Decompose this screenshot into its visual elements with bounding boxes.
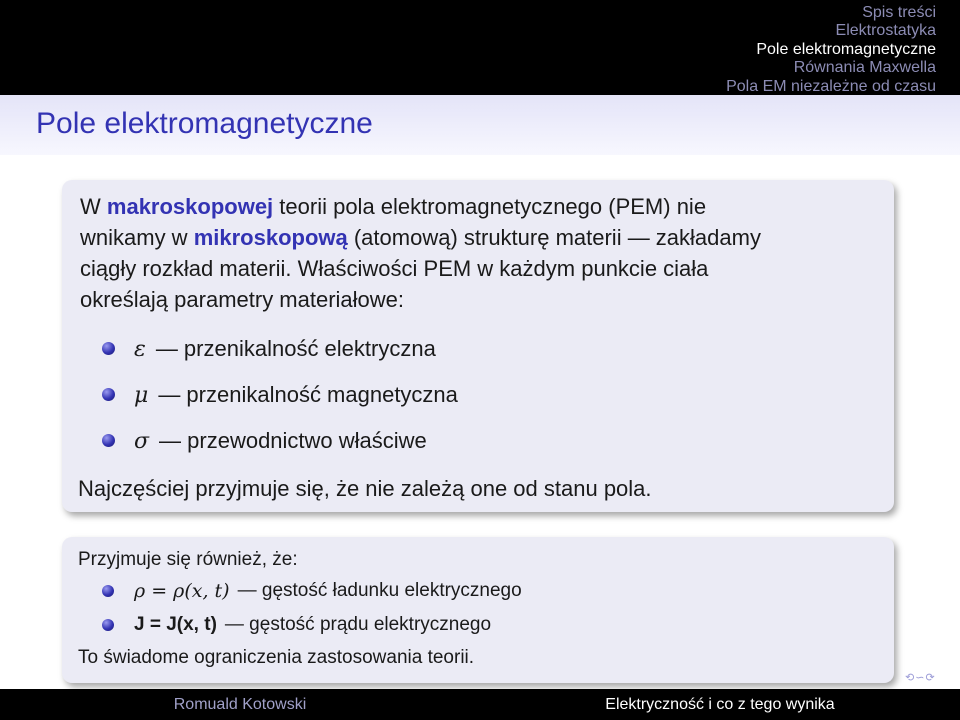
bullet-ball-icon bbox=[102, 434, 115, 447]
top-bar-left-pane bbox=[0, 0, 480, 95]
bullet-permittivity bbox=[100, 336, 436, 362]
symbol-sigma: σ bbox=[134, 428, 150, 454]
block2-intro: Przyjmuje się również, że: bbox=[78, 549, 298, 570]
paragraph-line-4: określają parametry materiałowe: bbox=[80, 287, 405, 312]
bullet-text: — przenikalność magnetyczna bbox=[158, 382, 458, 407]
top-bar-right-pane bbox=[480, 0, 960, 95]
text-fragment: W bbox=[80, 194, 107, 219]
nav-item-elektrostatyka[interactable]: Elektrostatyka bbox=[835, 22, 936, 40]
bullet-ball-icon bbox=[102, 388, 115, 401]
nav-item-pola-em-niezalezne[interactable]: Pola EM niezależne od czasu bbox=[726, 77, 936, 95]
bullet-charge-density bbox=[100, 580, 522, 602]
next-icon[interactable]: ⟳ bbox=[925, 671, 936, 684]
nav-item-spis-tresci[interactable]: Spis treści bbox=[862, 4, 936, 21]
highlight-mikroskopowa: mikroskopową bbox=[193, 225, 348, 250]
bullet-text: — gęstość prądu elektrycznego bbox=[224, 614, 492, 635]
search-icon[interactable]: ∽ bbox=[915, 671, 926, 684]
prev-icon[interactable]: ⟲ bbox=[905, 671, 916, 684]
nav-item-pole-elektromagnetyczne[interactable]: Pole elektromagnetyczne bbox=[756, 40, 936, 58]
text-fragment: (atomową) strukturę materii — zakładamy bbox=[347, 225, 761, 250]
formula-charge-density: ρ = ρ(x, t) bbox=[134, 580, 230, 602]
paragraph-line-3: ciągły rozkład materii. Właściwości PEM w każdym punkcie ciała bbox=[80, 256, 709, 281]
nav-item-rownania-maxwella[interactable]: Równania Maxwella bbox=[793, 59, 936, 77]
block2-closing-line: To świadome ograniczenia zastosowania teorii. bbox=[78, 647, 475, 668]
text-fragment: teorii pola elektromagnetycznego (PEM) nie bbox=[273, 194, 707, 219]
symbol-epsilon: ε bbox=[134, 336, 146, 362]
paragraph-line-2 bbox=[80, 225, 761, 251]
section-navigation bbox=[480, 0, 960, 96]
footer-bar bbox=[0, 689, 960, 720]
bullet-text: — gęstość ładunku elektrycznego bbox=[237, 580, 522, 601]
bullet-ball-icon bbox=[102, 585, 114, 597]
bullet-text: — przewodnictwo właściwe bbox=[159, 428, 427, 453]
highlight-makroskopowej: makroskopowej bbox=[106, 194, 274, 219]
paragraph-line-1 bbox=[80, 194, 706, 220]
bullet-text: — przenikalność elektryczna bbox=[155, 336, 436, 361]
beamer-navigation-icons[interactable] bbox=[905, 671, 936, 684]
bullet-ball-icon bbox=[102, 342, 115, 355]
footer-talk-title: Elektryczność i co z tego wynika bbox=[605, 696, 835, 713]
block1-closing-line: Najczęściej przyjmuje się, że nie zależą one od stanu pola. bbox=[78, 476, 652, 501]
top-navigation-bar bbox=[0, 0, 960, 95]
bullet-permeability bbox=[100, 382, 458, 408]
symbol-mu: μ bbox=[134, 382, 149, 408]
frame-title-bar bbox=[0, 95, 960, 155]
formula-current-density: J = J(x, t) bbox=[134, 614, 217, 635]
text-fragment: wnikamy w bbox=[80, 225, 194, 250]
bullet-conductivity bbox=[100, 428, 427, 454]
bullet-current-density bbox=[100, 614, 491, 636]
bullet-ball-icon bbox=[102, 619, 114, 631]
frame-title: Pole elektromagnetyczne bbox=[36, 107, 373, 140]
footer-author: Romuald Kotowski bbox=[173, 696, 307, 713]
